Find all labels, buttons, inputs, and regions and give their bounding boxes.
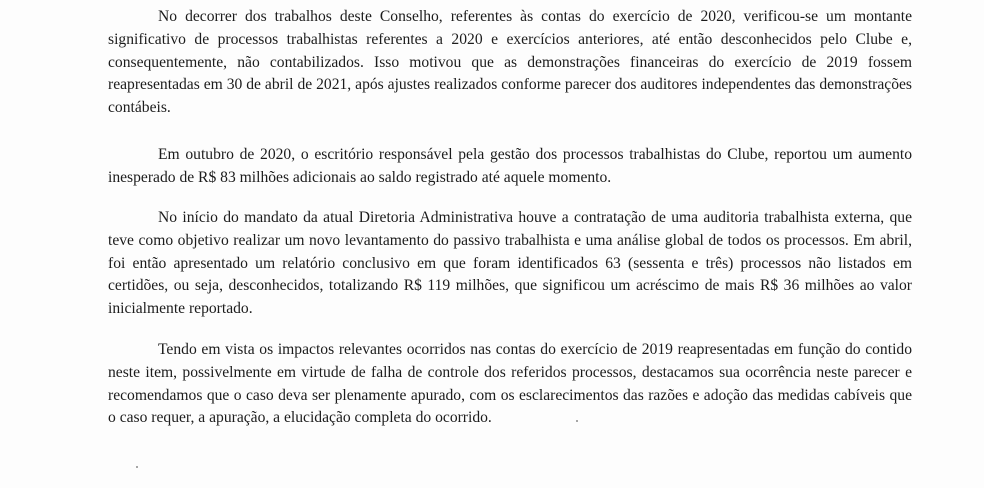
scan-speck [576,420,578,422]
paragraph-processos-2020: No decorrer dos trabalhos deste Conselho, referentes às contas do exercício de 2020, verificou-se um montante significativo de processos trabalhistas referentes a 2020 e exercícios anteriores, até então desconhecidos pelo Clube e, consequentemente, não contabilizados. Isso motivou que as demonstrações financeiras do exercício de 2019 fossem reapresentadas em 30 de abril de 2021, após ajustes realizados conforme parecer dos auditores independentes das demonstrações contábeis. [108,8,912,117]
paragraph-aumento-r83-milhoes: Em outubro de 2020, o escritório responsável pela gestão dos processos trabalhistas do Clube, reportou um aumento inesperado de R$ 83 milhões adicionais ao saldo registrado até aquele momento. [108,146,912,186]
paragraph-auditoria-trabalhista: No início do mandato da atual Diretoria Administrativa houve a contratação de uma auditoria trabalhista externa, que teve como objetivo realizar um novo levantamento do passivo trabalhista e uma análise global de todos os processos. Em abril, foi então apresentado um relatório conclusivo em que foram identificados 63 (sessenta e três) processos não listados em certidões, ou seja, desconhecidos, totalizando R$ 119 milhões, que significou um acréscimo de mais R$ 36 milhões ao valor inicialmente reportado. [108,209,912,318]
paragraph-recomendacao-apuracao: Tendo em vista os impactos relevantes ocorridos nas contas do exercício de 2019 reapresentadas em função do contido neste item, possivelmente em virtude de falha de controle dos referidos processos, destacamos sua ocorrência neste parecer e recomendamos que o caso deva ser plenamente apurado, com os esclarecimentos das razões e adoção das medidas cabíveis que o caso requer, a apuração, a elucidação completa do ocorrido. [108,341,912,427]
scan-speck [136,466,138,468]
